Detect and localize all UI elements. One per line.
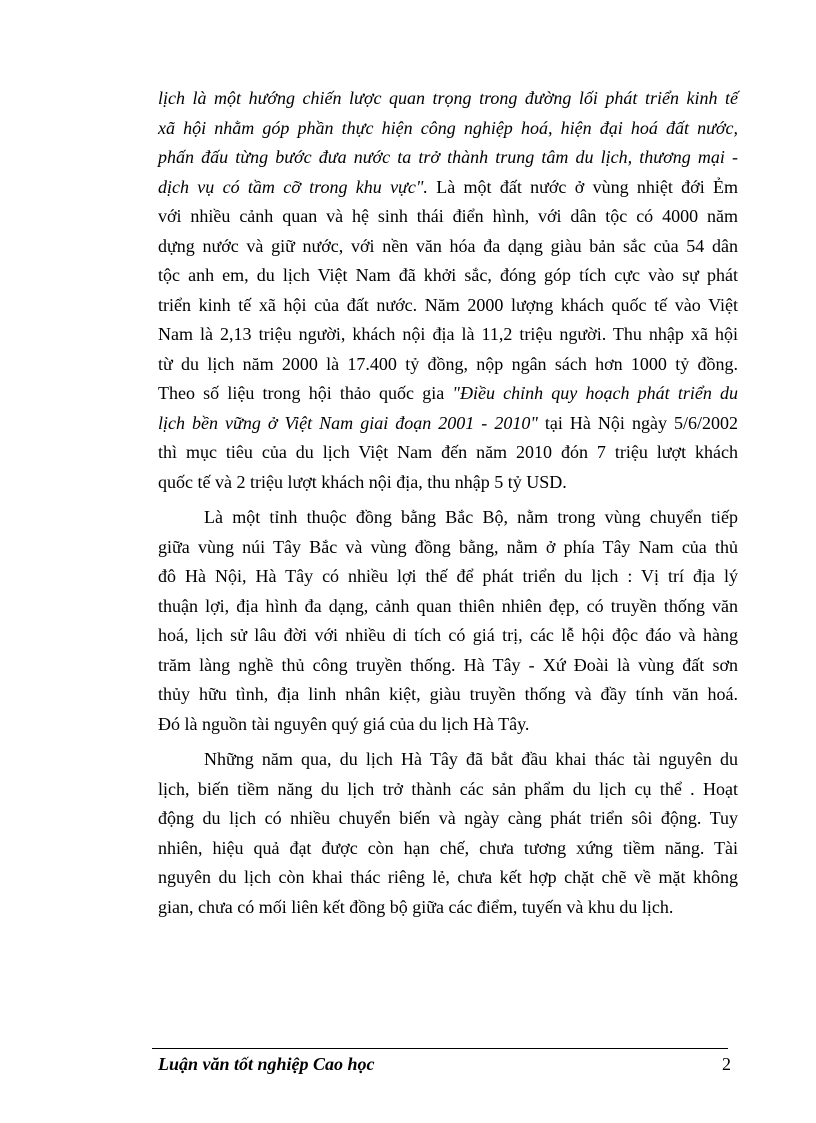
text-line (158, 592, 738, 622)
text-line (158, 834, 738, 864)
text-line (158, 232, 738, 262)
text-line (158, 804, 738, 834)
text-run: trăm làng nghề thủ công truyền thống. Hà Tây - Xứ Đoài là vùng đất sơn (158, 654, 738, 675)
text-line (158, 261, 738, 291)
paragraph-3 (158, 745, 738, 922)
text-run: Đó là nguồn tài nguyên quý giá của du lịch Hà Tây. (158, 713, 530, 734)
text-line (158, 291, 738, 321)
text-run: Những năm qua, du lịch Hà Tây đã bắt đầu khai thác tài nguyên du (204, 749, 738, 769)
text-line (158, 143, 738, 173)
text-line (158, 651, 738, 681)
italic-text: dịch vụ có tầm cỡ trong khu vực". (158, 176, 428, 197)
text-line (158, 680, 738, 710)
text-run: động du lịch có nhiều chuyển biến và ngày càng phát triển sôi động. Tuy (158, 808, 738, 828)
text-line (158, 745, 738, 775)
text-run: tại Hà Nội ngày 5/6/2002 (537, 412, 738, 433)
text-run: gian, chưa có mối liên kết đồng bộ giữa các điểm, tuyến và khu du lịch. (158, 896, 674, 917)
text-line (158, 173, 738, 203)
text-run: Là một đất nước ở vùng nhiệt đới Ẻm (427, 176, 739, 197)
text-line (158, 379, 738, 409)
text-line (158, 533, 738, 563)
text-run: quốc tế và 2 triệu lượt khách nội địa, thu nhập 5 tỷ USD. (158, 471, 567, 492)
page-number: 2 (722, 1054, 731, 1074)
text-run: thuận lợi, địa hình đa dạng, cảnh quan thiên nhiên đẹp, có truyền thống văn (158, 595, 738, 616)
footer-divider (152, 1048, 728, 1049)
italic-text: lịch là một hướng chiến lược quan trọng trong đường lối phát triển kinh tế (158, 88, 738, 108)
text-run: triển kinh tế xã hội của đất nước. Năm 2000 lượng khách quốc tế vào Việt (158, 294, 738, 315)
text-line (158, 202, 738, 232)
text-run: với nhiều cảnh quan và hệ sinh thái điển hình, với dân tộc có 4000 năm (158, 206, 738, 226)
italic-text: "Điều chỉnh quy hoạch phát triển du (452, 383, 739, 403)
text-line (158, 320, 738, 350)
document-body (158, 84, 738, 922)
text-run: thì mục tiêu của du lịch Việt Nam đến năm 2010 đón 7 triệu lượt khách (158, 442, 738, 462)
italic-text: lịch bền vững ở Việt Nam giai đoạn 2001 - 2010" (158, 412, 538, 433)
text-run: Nam là 2,13 triệu người, khách nội địa là 11,2 triệu người. Thu nhập xã hội (158, 324, 738, 344)
text-run: hoá, lịch sử lâu đời với nhiều di tích có giá trị, các lễ hội độc đáo và hàng (158, 625, 738, 645)
text-run: từ du lịch năm 2000 là 17.400 tỷ đồng, nộp ngân sách hơn 1000 tỷ đồng. (158, 353, 738, 374)
text-run: nguyên du lịch còn khai thác riêng lẻ, chưa kết hợp chặt chẽ về mặt không (158, 867, 738, 887)
paragraph-1 (158, 84, 738, 497)
text-run: giữa vùng núi Tây Bắc và vùng đồng bằng, nằm ở phía Tây Nam của thủ (158, 536, 738, 557)
text-line (158, 775, 738, 805)
text-run: dựng nước và giữ nước, với nền văn hóa đa dạng giàu bản sắc của 54 dân (158, 235, 738, 256)
italic-text: xã hội nhằm góp phần thực hiện công nghiệp hoá, hiện đại hoá đất nước, (158, 117, 738, 138)
text-run: Là một tỉnh thuộc đồng bằng Bắc Bộ, nằm trong vùng chuyển tiếp (204, 507, 738, 527)
paragraph-2 (158, 503, 738, 739)
text-line (158, 438, 738, 468)
text-run: nhiên, hiệu quả đạt được còn hạn chế, chưa tương xứng tiềm năng. Tài (158, 837, 738, 858)
text-line (158, 350, 738, 380)
text-line (158, 409, 738, 439)
text-line (158, 893, 738, 923)
text-line (158, 562, 738, 592)
text-line (158, 503, 738, 533)
text-line (158, 468, 738, 498)
text-run: thủy hữu tình, địa linh nhân kiệt, giàu truyền thống và đầy tính văn hoá. (158, 684, 738, 704)
text-line (158, 863, 738, 893)
text-run: tộc anh em, du lịch Việt Nam đã khởi sắc, đóng góp tích cực vào sự phát (158, 265, 738, 285)
italic-text: phấn đấu từng bước đưa nước ta trở thành trung tâm du lịch, thương mại - (158, 147, 738, 167)
text-line (158, 84, 738, 114)
text-line (158, 114, 738, 144)
text-run: Theo số liệu trong hội thảo quốc gia (158, 383, 453, 403)
footer-title: Luận văn tốt nghiệp Cao học (158, 1054, 375, 1074)
text-line (158, 621, 738, 651)
text-run: lịch, biến tiềm năng du lịch trở thành các sản phẩm du lịch cụ thể . Hoạt (158, 778, 738, 799)
text-run: đô Hà Nội, Hà Tây có nhiều lợi thế để phát triển du lịch : Vị trí địa lý (158, 566, 738, 586)
text-line (158, 710, 738, 740)
